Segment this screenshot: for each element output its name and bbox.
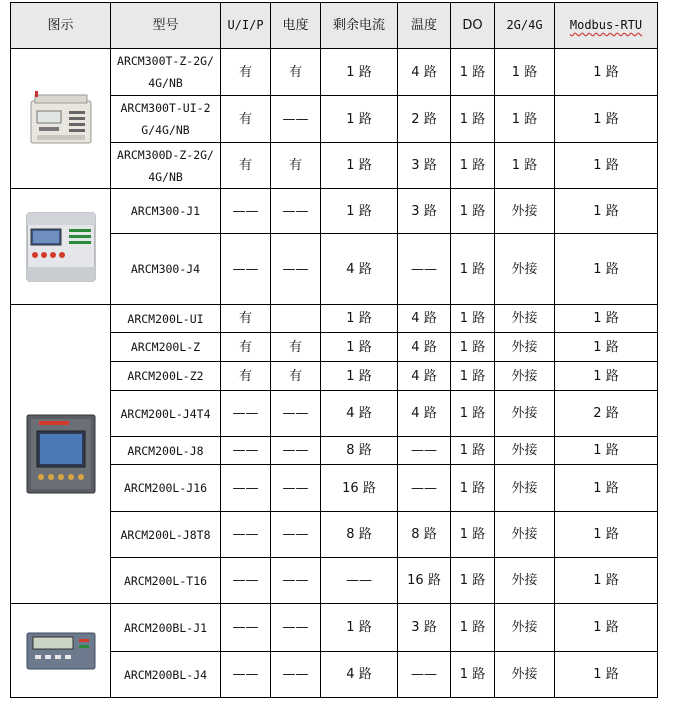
temp-cell: 4 路 xyxy=(398,333,451,362)
energy-cell: —— xyxy=(271,437,321,465)
modbus-cell: 1 路 xyxy=(555,652,658,698)
header-modbus: Modbus-RTU xyxy=(555,3,658,49)
network-cell: 外接 xyxy=(495,512,555,558)
temp-cell: —— xyxy=(398,465,451,512)
model-cell: ARCM200L-T16 xyxy=(111,558,221,604)
model-cell: ARCM300D-Z-2G/4G/NB xyxy=(111,143,221,189)
table-row xyxy=(11,604,658,652)
residual-cell: 8 路 xyxy=(321,437,398,465)
temp-cell: —— xyxy=(398,437,451,465)
energy-cell: —— xyxy=(271,465,321,512)
header-residual-current: 剩余电流 xyxy=(321,3,398,49)
do-cell: 1 路 xyxy=(451,143,495,189)
uip-cell: —— xyxy=(221,437,271,465)
uip-cell: —— xyxy=(221,558,271,604)
temp-cell: —— xyxy=(398,234,451,305)
do-cell: 1 路 xyxy=(451,558,495,604)
temp-cell: 8 路 xyxy=(398,512,451,558)
network-cell: 外接 xyxy=(495,333,555,362)
modbus-cell: 2 路 xyxy=(555,391,658,437)
modbus-cell: 1 路 xyxy=(555,49,658,96)
modbus-cell: 1 路 xyxy=(555,362,658,391)
residual-cell: 1 路 xyxy=(321,96,398,143)
residual-cell: 4 路 xyxy=(321,234,398,305)
residual-cell: 1 路 xyxy=(321,189,398,234)
residual-cell: 4 路 xyxy=(321,652,398,698)
model-cell: ARCM300T-UI-2G/4G/NB xyxy=(111,96,221,143)
do-cell: 1 路 xyxy=(451,604,495,652)
residual-cell: 1 路 xyxy=(321,604,398,652)
do-cell: 1 路 xyxy=(451,512,495,558)
uip-cell: —— xyxy=(221,234,271,305)
temp-cell: 2 路 xyxy=(398,96,451,143)
model-cell: ARCM200L-Z xyxy=(111,333,221,362)
residual-cell: 4 路 xyxy=(321,391,398,437)
do-cell: 1 路 xyxy=(451,437,495,465)
modbus-cell: 1 路 xyxy=(555,96,658,143)
uip-cell: 有 xyxy=(221,362,271,391)
uip-cell: —— xyxy=(221,465,271,512)
network-cell: 1 路 xyxy=(495,49,555,96)
product-spec-table xyxy=(10,2,658,698)
residual-cell: 8 路 xyxy=(321,512,398,558)
modbus-cell: 1 路 xyxy=(555,234,658,305)
header-model: 型号 xyxy=(111,3,221,49)
modbus-cell: 1 路 xyxy=(555,333,658,362)
model-cell: ARCM200BL-J4 xyxy=(111,652,221,698)
table-row xyxy=(11,49,658,96)
model-cell: ARCM200L-J8 xyxy=(111,437,221,465)
residual-cell: 1 路 xyxy=(321,49,398,96)
uip-cell: —— xyxy=(221,189,271,234)
do-cell: 1 路 xyxy=(451,362,495,391)
energy-cell: —— xyxy=(271,391,321,437)
do-cell: 1 路 xyxy=(451,391,495,437)
header-do: DO xyxy=(451,3,495,49)
header-network: 2G/4G xyxy=(495,3,555,49)
header-temperature: 温度 xyxy=(398,3,451,49)
network-cell: 外接 xyxy=(495,652,555,698)
arcm200l-panel-device-icon xyxy=(11,305,111,604)
network-cell: 外接 xyxy=(495,234,555,305)
temp-cell: 3 路 xyxy=(398,189,451,234)
energy-cell: 有 xyxy=(271,333,321,362)
temp-cell: 3 路 xyxy=(398,143,451,189)
residual-cell: 1 路 xyxy=(321,362,398,391)
header-image: 图示 xyxy=(11,3,111,49)
do-cell: 1 路 xyxy=(451,465,495,512)
uip-cell: 有 xyxy=(221,305,271,333)
arcm300t-device-icon xyxy=(11,49,111,189)
temp-cell: 3 路 xyxy=(398,604,451,652)
modbus-cell: 1 路 xyxy=(555,465,658,512)
uip-cell: 有 xyxy=(221,96,271,143)
uip-cell: 有 xyxy=(221,49,271,96)
temp-cell: 16 路 xyxy=(398,558,451,604)
modbus-cell: 1 路 xyxy=(555,189,658,234)
temp-cell: 4 路 xyxy=(398,391,451,437)
do-cell: 1 路 xyxy=(451,96,495,143)
model-cell: ARCM200L-UI xyxy=(111,305,221,333)
header-energy: 电度 xyxy=(271,3,321,49)
uip-cell: —— xyxy=(221,652,271,698)
network-cell: 1 路 xyxy=(495,96,555,143)
energy-cell: —— xyxy=(271,234,321,305)
energy-cell: 有 xyxy=(271,49,321,96)
model-cell: ARCM300-J4 xyxy=(111,234,221,305)
model-cell: ARCM200L-J4T4 xyxy=(111,391,221,437)
energy-cell: —— xyxy=(271,512,321,558)
residual-cell: 16 路 xyxy=(321,465,398,512)
do-cell: 1 路 xyxy=(451,189,495,234)
model-cell: ARCM300-J1 xyxy=(111,189,221,234)
temp-cell: 4 路 xyxy=(398,49,451,96)
table-row xyxy=(11,189,658,234)
uip-cell: —— xyxy=(221,391,271,437)
energy-cell: 有 xyxy=(271,362,321,391)
network-cell: 外接 xyxy=(495,465,555,512)
modbus-cell: 1 路 xyxy=(555,558,658,604)
header-uip: U/I/P xyxy=(221,3,271,49)
residual-cell: 1 路 xyxy=(321,333,398,362)
network-cell: 外接 xyxy=(495,437,555,465)
energy-cell: 有 xyxy=(271,143,321,189)
network-cell: 外接 xyxy=(495,391,555,437)
uip-cell: 有 xyxy=(221,143,271,189)
uip-cell: 有 xyxy=(221,333,271,362)
network-cell: 外接 xyxy=(495,189,555,234)
residual-cell: 1 路 xyxy=(321,305,398,333)
temp-cell: 4 路 xyxy=(398,362,451,391)
table-row xyxy=(11,305,658,333)
arcm200bl-device-icon xyxy=(11,604,111,698)
model-cell: ARCM200L-Z2 xyxy=(111,362,221,391)
residual-cell: —— xyxy=(321,558,398,604)
uip-cell: —— xyxy=(221,512,271,558)
temp-cell: 4 路 xyxy=(398,305,451,333)
energy-cell: —— xyxy=(271,652,321,698)
model-cell: ARCM300T-Z-2G/4G/NB xyxy=(111,49,221,96)
energy-cell: —— xyxy=(271,96,321,143)
model-cell: ARCM200L-J8T8 xyxy=(111,512,221,558)
model-cell: ARCM200BL-J1 xyxy=(111,604,221,652)
arcm300-din-rail-device-icon xyxy=(11,189,111,305)
residual-cell: 1 路 xyxy=(321,143,398,189)
energy-cell: —— xyxy=(271,604,321,652)
modbus-cell: 1 路 xyxy=(555,305,658,333)
modbus-cell: 1 路 xyxy=(555,512,658,558)
do-cell: 1 路 xyxy=(451,234,495,305)
do-cell: 1 路 xyxy=(451,49,495,96)
temp-cell: —— xyxy=(398,652,451,698)
network-cell: 外接 xyxy=(495,305,555,333)
energy-cell xyxy=(271,305,321,333)
modbus-cell: 1 路 xyxy=(555,604,658,652)
energy-cell: —— xyxy=(271,189,321,234)
model-cell: ARCM200L-J16 xyxy=(111,465,221,512)
network-cell: 1 路 xyxy=(495,143,555,189)
do-cell: 1 路 xyxy=(451,652,495,698)
network-cell: 外接 xyxy=(495,558,555,604)
do-cell: 1 路 xyxy=(451,333,495,362)
network-cell: 外接 xyxy=(495,362,555,391)
modbus-cell: 1 路 xyxy=(555,143,658,189)
uip-cell: —— xyxy=(221,604,271,652)
network-cell: 外接 xyxy=(495,604,555,652)
modbus-cell: 1 路 xyxy=(555,437,658,465)
energy-cell: —— xyxy=(271,558,321,604)
do-cell: 1 路 xyxy=(451,305,495,333)
header-row xyxy=(11,3,658,49)
